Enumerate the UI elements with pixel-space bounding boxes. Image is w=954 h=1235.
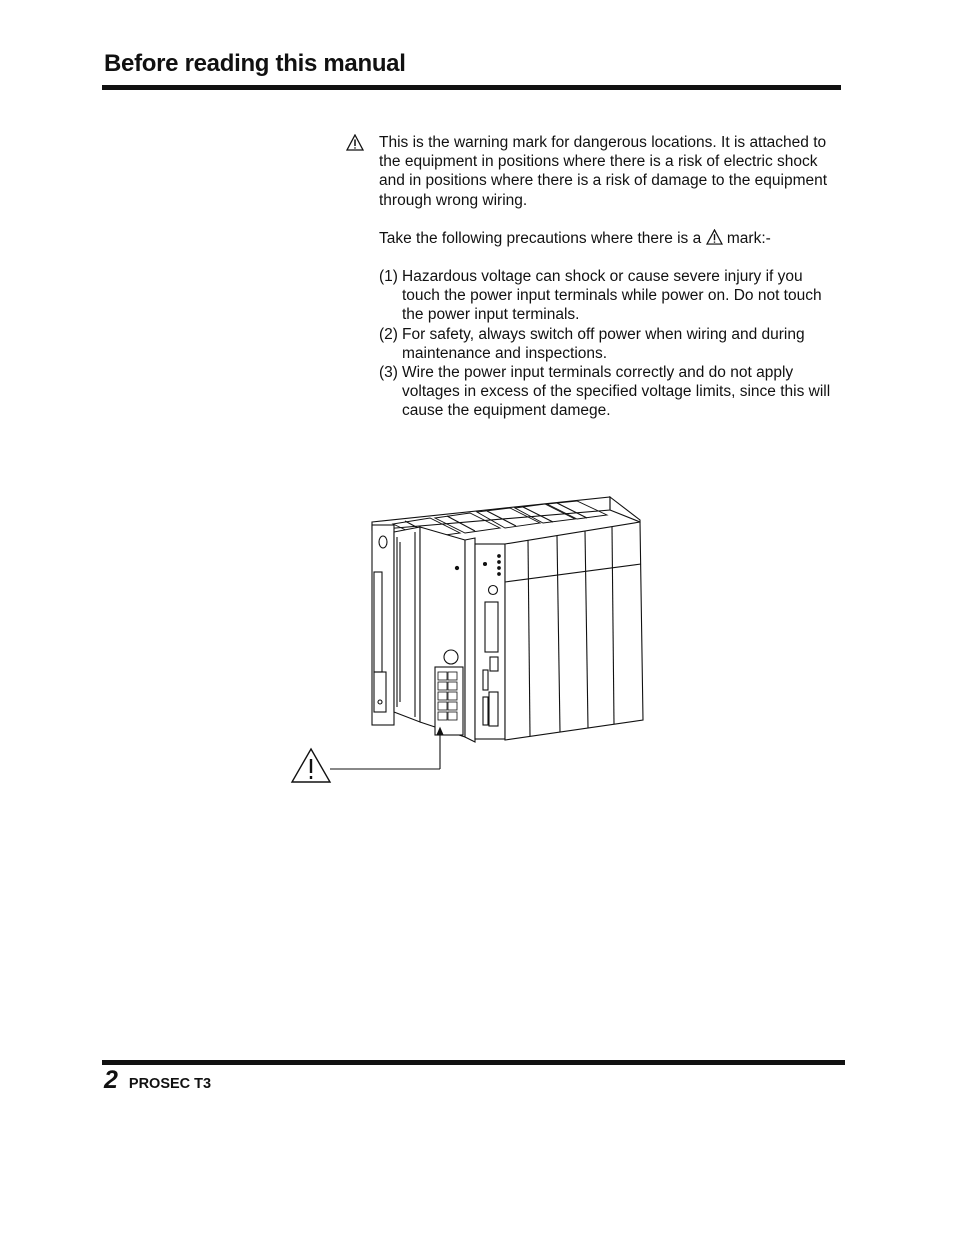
precaution-lead	[379, 229, 841, 248]
page-footer	[104, 1066, 211, 1095]
list-item-text: For safety, always switch off power when wiring and during maintenance and inspections.	[402, 325, 805, 362]
warning-intro: This is the warning mark for dangerous locations. It is attached to the equipment in positions where there is a risk of electric shock and in positions where there is a risk of damage to the equipment through wrong wiring.	[379, 134, 828, 209]
list-item-number: (1)	[379, 268, 398, 286]
list-item-text: Hazardous voltage can shock or cause severe injury if you touch the power input terminals while power on. Do not touch the power input terminals.	[402, 268, 822, 324]
footer-rule	[102, 1060, 845, 1065]
list-item-number: (2)	[379, 325, 398, 343]
list-item-text: Wire the power input terminals correctly and do not apply voltages in excess of the specified voltage limits, since this will cause the equipment damege.	[402, 364, 831, 420]
header-rule	[102, 85, 841, 90]
product-name: PROSEC T3	[128, 1076, 212, 1092]
precaution-list	[379, 267, 841, 421]
precaution-lead-suffix: mark:-	[726, 229, 771, 247]
precaution-lead-prefix: Take the following precautions where there is a	[379, 229, 702, 247]
warning-triangle-icon	[706, 229, 723, 245]
list-item	[379, 267, 841, 325]
warning-triangle-icon	[346, 134, 364, 151]
warning-section	[346, 133, 841, 436]
page-number: 2	[104, 1066, 118, 1094]
list-item	[379, 363, 841, 421]
page-title: Before reading this manual	[104, 50, 406, 77]
list-item	[379, 325, 841, 363]
plc-rack-illustration	[285, 492, 645, 787]
list-item-number: (3)	[379, 364, 398, 382]
